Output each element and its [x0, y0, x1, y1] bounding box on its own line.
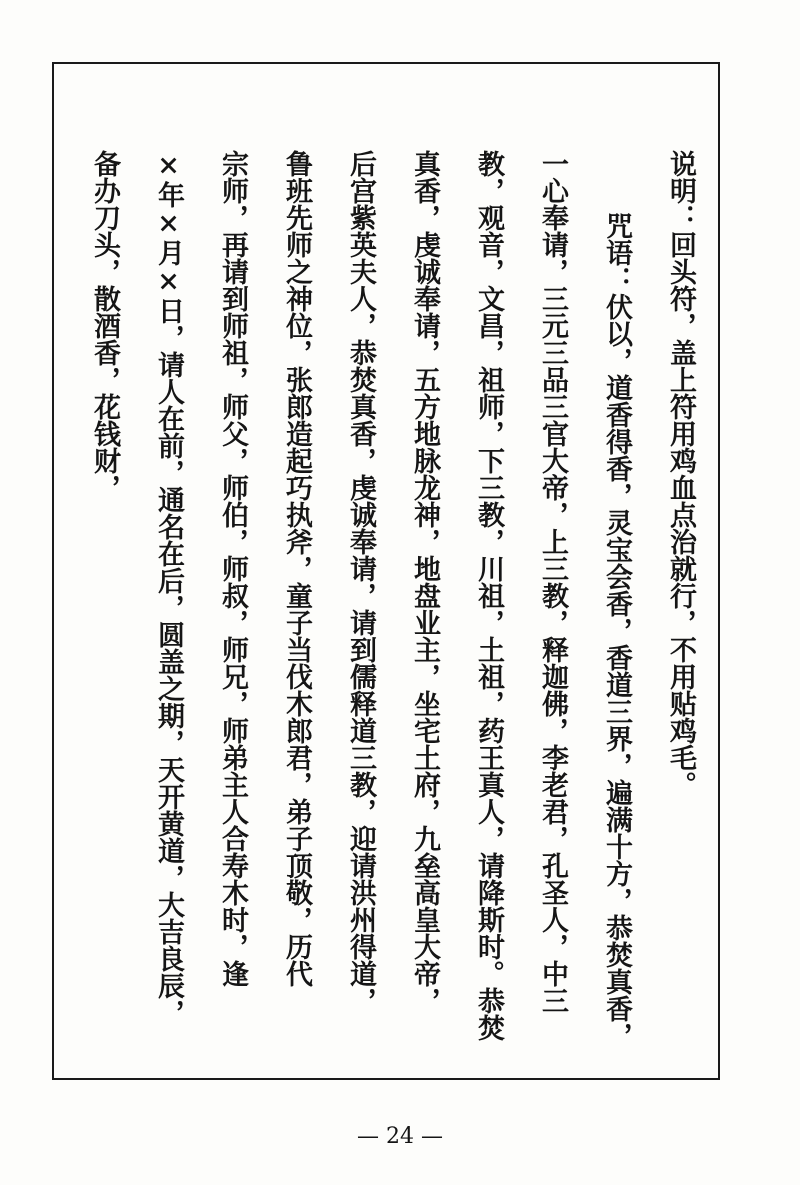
text-column: 后宫紫英夫人，恭焚真香，虔诚奉请，请到儒释道三教，迎请洪州得道，: [345, 150, 376, 1014]
text-column: 宗师，再请到师祖，师父，师伯，师叔，师兄，师弟主人合寿木时，逢: [217, 150, 248, 987]
vertical-text-body: [72, 150, 712, 1060]
text-frame: [52, 62, 720, 1080]
text-column: ×年×月×日，请人在前，通名在后，圆盖之期，天开黄道，大吉良辰，: [153, 150, 184, 1026]
text-column-note: 说明：回头符，盖上符用鸡血点治就行，不用贴鸡毛。: [665, 150, 696, 798]
text-column-incantation-start: 咒语：伏以，道香得香，灵宝会香，香道三界，遍满十方，恭焚真香，: [601, 212, 632, 1049]
text-column: 鲁班先师之神位，张郎造起巧执斧，童子当伐木郎君，弟子顶敬，历代: [281, 150, 312, 987]
page-number: — 24 —: [357, 1124, 443, 1149]
text-column: 一心奉请，三元三品三官大帝，上三教，释迦佛，李老君，孔圣人，中三: [537, 150, 568, 1014]
text-column: 备办刀头，散酒香，花钱财，: [89, 150, 120, 501]
text-column: 教，观音，文昌，祖师，下三教，川祖，土祖，药王真人，请降斯时。恭焚: [473, 150, 504, 1041]
text-column: 真香，虔诚奉请，五方地脉龙神，地盘业主，坐宅土府，九垒高皇大帝，: [409, 150, 440, 1014]
